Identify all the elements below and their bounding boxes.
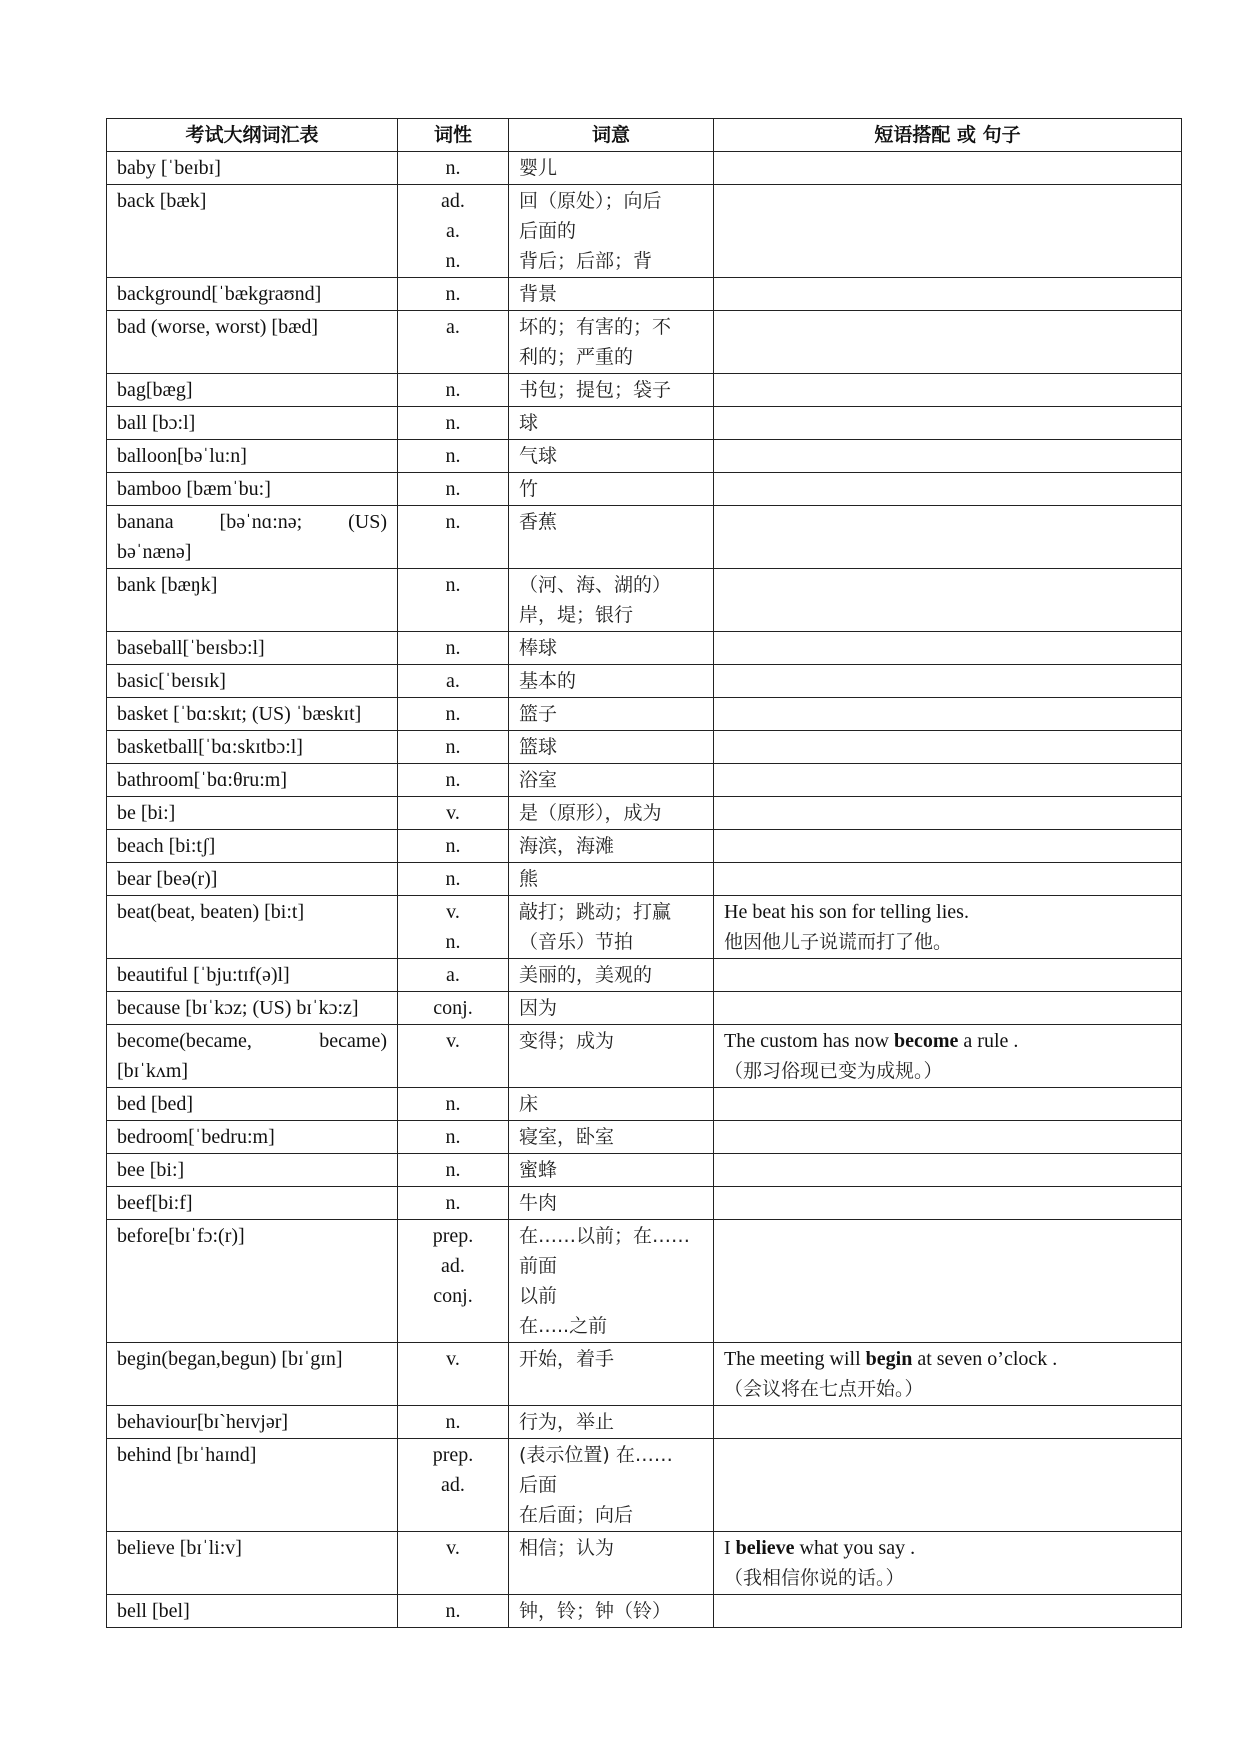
example-translation: 他因他儿子说谎而打了他。 [724, 931, 953, 953]
word-cell [107, 764, 398, 797]
vocabulary-table [106, 118, 1182, 1628]
word-text: beat(beat, beaten) [bi:t] [117, 901, 305, 923]
word-text: behind [bɪˈhaɪnd] [117, 1444, 257, 1466]
word-cell [107, 797, 398, 830]
table-row [107, 1025, 1182, 1088]
pos-text: n. [445, 379, 461, 401]
word-cell [107, 374, 398, 407]
meaning-cell [509, 1121, 714, 1154]
pos-cell [398, 152, 509, 185]
word-cell [107, 992, 398, 1025]
pos-text: n. [445, 1093, 461, 1115]
example-keyword: begin [865, 1348, 913, 1370]
table-row [107, 152, 1182, 185]
table-row [107, 632, 1182, 665]
pos-cell [398, 1121, 509, 1154]
example-text: The meeting will [724, 1348, 866, 1370]
meaning-cell [509, 1154, 714, 1187]
table-row [107, 407, 1182, 440]
pos-cell [398, 506, 509, 569]
word-cell [107, 311, 398, 374]
example-cell [714, 1220, 1182, 1343]
meaning-cell [509, 1343, 714, 1406]
pos-text: n. [445, 637, 461, 659]
table-row [107, 569, 1182, 632]
pos-text: a. [446, 316, 460, 338]
word-cell [107, 959, 398, 992]
example-cell [714, 407, 1182, 440]
word-text: bear [beə(r)] [117, 868, 218, 890]
example-cell [714, 698, 1182, 731]
meaning-cell [509, 896, 714, 959]
example-cell [714, 1595, 1182, 1628]
meaning-text: 气球 [519, 445, 558, 467]
meaning-cell [509, 407, 714, 440]
word-text: bee [bi:] [117, 1159, 185, 1181]
word-cell [107, 731, 398, 764]
word-cell [107, 152, 398, 185]
meaning-text: 背后；后部；背 [519, 250, 653, 272]
meaning-cell [509, 440, 714, 473]
word-text: begin(began,begun) [bɪˈgɪn] [117, 1348, 343, 1370]
pos-cell [398, 863, 509, 896]
example-cell [714, 374, 1182, 407]
word-cell [107, 1343, 398, 1406]
word-cell [107, 1532, 398, 1595]
meaning-text: 蜜蜂 [519, 1159, 558, 1181]
word-cell [107, 1439, 398, 1532]
example-text: at seven o’clock . [912, 1348, 1058, 1370]
pos-text: n. [445, 868, 461, 890]
pos-text: n. [445, 157, 461, 179]
word-cell [107, 1121, 398, 1154]
example-cell [714, 506, 1182, 569]
example-cell [714, 1532, 1182, 1595]
meaning-cell [509, 185, 714, 278]
pos-text: conj. [433, 1285, 473, 1307]
example-sentence [724, 897, 1171, 927]
pos-text: ad. [441, 190, 465, 212]
word-cell [107, 863, 398, 896]
table-row [107, 506, 1182, 569]
pos-text: v. [446, 1348, 460, 1370]
word-text: bank [bæŋk] [117, 574, 218, 596]
meaning-cell [509, 665, 714, 698]
example-cell [714, 1121, 1182, 1154]
meaning-text: 行为，举止 [519, 1411, 615, 1433]
word-text: basketball[ˈbɑ:skɪtbɔ:l] [117, 736, 303, 758]
meaning-text: 棒球 [519, 637, 558, 659]
word-text: before[bɪˈfɔ:(r)] [117, 1225, 245, 1247]
pos-text: conj. [433, 997, 473, 1019]
pos-cell [398, 665, 509, 698]
word-text: basket [ˈbɑ:skɪt; (US) ˈbæskɪt] [117, 703, 362, 725]
pos-text: v. [446, 802, 460, 824]
meaning-text: 前面 [519, 1255, 558, 1277]
word-cell [107, 1154, 398, 1187]
header-word: 考试大纲词汇表 [107, 119, 398, 152]
example-cell [714, 1088, 1182, 1121]
word-text: be [bi:] [117, 802, 176, 824]
meaning-cell [509, 1532, 714, 1595]
pos-text: n. [445, 736, 461, 758]
word-text: baseball[ˈbeɪsbɔ:l] [117, 637, 265, 659]
pos-cell [398, 374, 509, 407]
word-cell [107, 896, 398, 959]
table-row [107, 1088, 1182, 1121]
pos-cell [398, 1595, 509, 1628]
pos-cell [398, 440, 509, 473]
example-cell [714, 1187, 1182, 1220]
pos-text: a. [446, 670, 460, 692]
pos-cell [398, 278, 509, 311]
pos-text: n. [445, 412, 461, 434]
meaning-text: 熊 [519, 868, 539, 890]
example-cell [714, 731, 1182, 764]
table-row [107, 863, 1182, 896]
pos-cell [398, 1088, 509, 1121]
meaning-text: 牛肉 [519, 1192, 558, 1214]
word-text: balloon[bəˈlu:n] [117, 445, 247, 467]
meaning-text: 坏的；有害的；不 [519, 316, 672, 338]
pos-text: n. [445, 931, 461, 953]
pos-text: n. [445, 445, 461, 467]
table-row [107, 992, 1182, 1025]
pos-text: n. [445, 1411, 461, 1433]
meaning-text: 回（原处）；向后 [519, 190, 662, 212]
meaning-cell [509, 278, 714, 311]
pos-cell [398, 1439, 509, 1532]
meaning-text: （音乐）节拍 [519, 931, 634, 953]
meaning-cell [509, 1088, 714, 1121]
table-row [107, 374, 1182, 407]
meaning-text: 背景 [519, 283, 558, 305]
example-cell [714, 1406, 1182, 1439]
word-text: beach [bi:tʃ] [117, 835, 216, 857]
word-text: beef[bi:f] [117, 1192, 193, 1214]
table-body [107, 152, 1182, 1628]
meaning-cell [509, 992, 714, 1025]
pos-cell [398, 698, 509, 731]
word-cell [107, 473, 398, 506]
word-text: become(became, became) [117, 1030, 387, 1052]
word-cell [107, 698, 398, 731]
pos-cell [398, 731, 509, 764]
meaning-cell [509, 1439, 714, 1532]
meaning-text: 因为 [519, 997, 558, 1019]
meaning-text: 浴室 [519, 769, 558, 791]
pos-text: a. [446, 964, 460, 986]
pos-text: n. [445, 703, 461, 725]
pos-text: n. [445, 769, 461, 791]
meaning-cell [509, 698, 714, 731]
table-row [107, 1439, 1182, 1532]
example-translation: （我相信你说的话。） [724, 1567, 905, 1589]
example-sentence [724, 1344, 1171, 1374]
meaning-cell [509, 731, 714, 764]
example-cell [714, 311, 1182, 374]
pos-text: n. [445, 1192, 461, 1214]
word-text: bəˈnænə] [117, 541, 192, 563]
example-text: a rule . [958, 1030, 1019, 1052]
table-row [107, 1406, 1182, 1439]
pos-cell [398, 407, 509, 440]
pos-text: n. [445, 250, 461, 272]
pos-cell [398, 896, 509, 959]
meaning-text: 篮球 [519, 736, 558, 758]
table-row [107, 797, 1182, 830]
pos-text: n. [445, 1600, 461, 1622]
word-cell [107, 1595, 398, 1628]
meaning-cell [509, 1220, 714, 1343]
example-cell [714, 278, 1182, 311]
table-row [107, 1595, 1182, 1628]
meaning-cell [509, 311, 714, 374]
word-text: bed [bed] [117, 1093, 194, 1115]
meaning-text: 香蕉 [519, 511, 558, 533]
meaning-text: 敲打；跳动；打赢 [519, 901, 672, 923]
meaning-cell [509, 1025, 714, 1088]
example-text: I [724, 1537, 736, 1559]
meaning-cell [509, 1595, 714, 1628]
meaning-cell [509, 797, 714, 830]
meaning-text: 后面的 [519, 220, 577, 242]
pos-text: n. [445, 511, 461, 533]
example-cell [714, 152, 1182, 185]
meaning-cell [509, 959, 714, 992]
meaning-cell [509, 863, 714, 896]
example-sentence [724, 1533, 1171, 1563]
meaning-text: （河、海、湖的） [519, 574, 672, 596]
meaning-text: 相信；认为 [519, 1537, 615, 1559]
meaning-text: 在…..之前 [519, 1315, 608, 1337]
meaning-cell [509, 374, 714, 407]
pos-cell [398, 1343, 509, 1406]
table-row [107, 278, 1182, 311]
meaning-text: 在后面；向后 [519, 1504, 634, 1526]
table-row [107, 731, 1182, 764]
example-text: what you say . [794, 1537, 916, 1559]
example-text: The custom has now [724, 1030, 894, 1052]
table-row [107, 1343, 1182, 1406]
word-text: bathroom[ˈbɑ:θru:m] [117, 769, 287, 791]
word-text: [bɪˈkʌm] [117, 1060, 189, 1082]
meaning-cell [509, 152, 714, 185]
pos-cell [398, 959, 509, 992]
table-row [107, 1121, 1182, 1154]
word-text: because [bɪˈkɔz; (US) bɪˈkɔ:z] [117, 997, 359, 1019]
pos-cell [398, 473, 509, 506]
example-cell [714, 473, 1182, 506]
word-text: banana [bəˈnɑ:nə; (US) [117, 511, 387, 533]
table-row [107, 959, 1182, 992]
pos-cell [398, 1025, 509, 1088]
table-row [107, 1220, 1182, 1343]
pos-text: n. [445, 283, 461, 305]
example-cell [714, 959, 1182, 992]
meaning-text: 是（原形），成为 [519, 802, 662, 824]
example-cell [714, 863, 1182, 896]
pos-cell [398, 1154, 509, 1187]
example-cell [714, 1025, 1182, 1088]
word-text: ball [bɔ:l] [117, 412, 196, 434]
example-cell [714, 1439, 1182, 1532]
meaning-cell [509, 830, 714, 863]
example-cell [714, 1343, 1182, 1406]
word-text: basic[ˈbeɪsɪk] [117, 670, 226, 692]
word-cell [107, 1220, 398, 1343]
meaning-cell [509, 506, 714, 569]
word-cell [107, 830, 398, 863]
pos-cell [398, 797, 509, 830]
pos-cell [398, 1187, 509, 1220]
pos-cell [398, 992, 509, 1025]
word-text: bedroom[ˈbedru:m] [117, 1126, 275, 1148]
example-cell [714, 185, 1182, 278]
pos-cell [398, 632, 509, 665]
example-translation: （那习俗现已变为成规。） [724, 1060, 943, 1082]
meaning-text: (表示位置) 在…… [519, 1444, 673, 1466]
meaning-text: 岸，堤；银行 [519, 604, 634, 626]
pos-text: v. [446, 901, 460, 923]
header-pos: 词性 [398, 119, 509, 152]
word-text: bamboo [bæmˈbu:] [117, 478, 271, 500]
table-row [107, 830, 1182, 863]
pos-text: n. [445, 835, 461, 857]
pos-cell [398, 1220, 509, 1343]
table-row [107, 440, 1182, 473]
pos-cell [398, 311, 509, 374]
pos-cell [398, 569, 509, 632]
table-header-row [107, 119, 1182, 152]
example-keyword: believe [735, 1537, 795, 1559]
word-text: bag[bæg] [117, 379, 193, 401]
pos-text: v. [446, 1537, 460, 1559]
meaning-cell [509, 569, 714, 632]
header-meaning: 词意 [509, 119, 714, 152]
example-cell [714, 569, 1182, 632]
meaning-text: 竹 [519, 478, 539, 500]
meaning-cell [509, 1406, 714, 1439]
meaning-text: 钟，铃；钟（铃） [519, 1600, 672, 1622]
pos-text: n. [445, 574, 461, 596]
word-text: bad (worse, worst) [bæd] [117, 316, 319, 338]
meaning-text: 美丽的，美观的 [519, 964, 653, 986]
word-text: background[ˈbækgraʊnd] [117, 283, 322, 305]
pos-cell [398, 185, 509, 278]
pos-text: n. [445, 1126, 461, 1148]
word-cell [107, 1088, 398, 1121]
meaning-text: 海滨，海滩 [519, 835, 615, 857]
example-translation: （会议将在七点开始。） [724, 1378, 924, 1400]
pos-text: a. [446, 220, 460, 242]
meaning-text: 基本的 [519, 670, 577, 692]
example-cell [714, 764, 1182, 797]
word-cell [107, 506, 398, 569]
pos-cell [398, 764, 509, 797]
meaning-text: 利的；严重的 [519, 346, 634, 368]
meaning-text: 开始，着手 [519, 1348, 615, 1370]
word-cell [107, 1187, 398, 1220]
pos-cell [398, 1532, 509, 1595]
example-cell [714, 632, 1182, 665]
meaning-text: 婴儿 [519, 157, 558, 179]
table-row [107, 698, 1182, 731]
meaning-text: 以前 [519, 1285, 558, 1307]
example-cell [714, 992, 1182, 1025]
example-keyword: become [893, 1030, 959, 1052]
meaning-text: 后面 [519, 1474, 558, 1496]
example-cell [714, 797, 1182, 830]
pos-text: prep. [432, 1225, 474, 1247]
example-sentence [724, 1026, 1171, 1056]
meaning-text: 变得；成为 [519, 1030, 615, 1052]
example-text: He beat his son for telling lies. [724, 901, 969, 923]
word-text: baby [ˈbeɪbɪ] [117, 157, 221, 179]
meaning-text: 床 [519, 1093, 539, 1115]
example-cell [714, 665, 1182, 698]
table-row [107, 311, 1182, 374]
meaning-cell [509, 473, 714, 506]
header-example: 短语搭配 或 句子 [714, 119, 1182, 152]
word-text: beautiful [ˈbju:tɪf(ə)l] [117, 964, 290, 986]
pos-text: n. [445, 478, 461, 500]
example-cell [714, 896, 1182, 959]
table-row [107, 665, 1182, 698]
meaning-cell [509, 1187, 714, 1220]
pos-text: ad. [441, 1255, 465, 1277]
example-cell [714, 440, 1182, 473]
word-text: believe [bɪˈli:v] [117, 1537, 242, 1559]
meaning-text: 书包；提包；袋子 [519, 379, 672, 401]
table-row [107, 1187, 1182, 1220]
word-text: behaviour[bɪˋheɪvjər] [117, 1411, 289, 1433]
word-cell [107, 440, 398, 473]
meaning-text: 篮子 [519, 703, 558, 725]
table-row [107, 473, 1182, 506]
meaning-text: 在……以前；在…… [519, 1225, 691, 1247]
word-cell [107, 278, 398, 311]
meaning-text: 球 [519, 412, 539, 434]
example-cell [714, 830, 1182, 863]
pos-cell [398, 1406, 509, 1439]
table-row [107, 1154, 1182, 1187]
word-text: back [bæk] [117, 190, 207, 212]
pos-text: ad. [441, 1474, 465, 1496]
example-cell [714, 1154, 1182, 1187]
pos-text: n. [445, 1159, 461, 1181]
table-row [107, 896, 1182, 959]
word-cell [107, 185, 398, 278]
table-row [107, 185, 1182, 278]
pos-text: v. [446, 1030, 460, 1052]
meaning-text: 寝室，卧室 [519, 1126, 615, 1148]
meaning-cell [509, 632, 714, 665]
word-text: bell [bel] [117, 1600, 190, 1622]
table-row [107, 764, 1182, 797]
word-cell [107, 632, 398, 665]
table-row [107, 1532, 1182, 1595]
word-cell [107, 1406, 398, 1439]
word-cell [107, 665, 398, 698]
word-cell [107, 407, 398, 440]
pos-cell [398, 830, 509, 863]
pos-text: prep. [432, 1444, 474, 1466]
word-cell [107, 569, 398, 632]
meaning-cell [509, 764, 714, 797]
word-cell [107, 1025, 398, 1088]
